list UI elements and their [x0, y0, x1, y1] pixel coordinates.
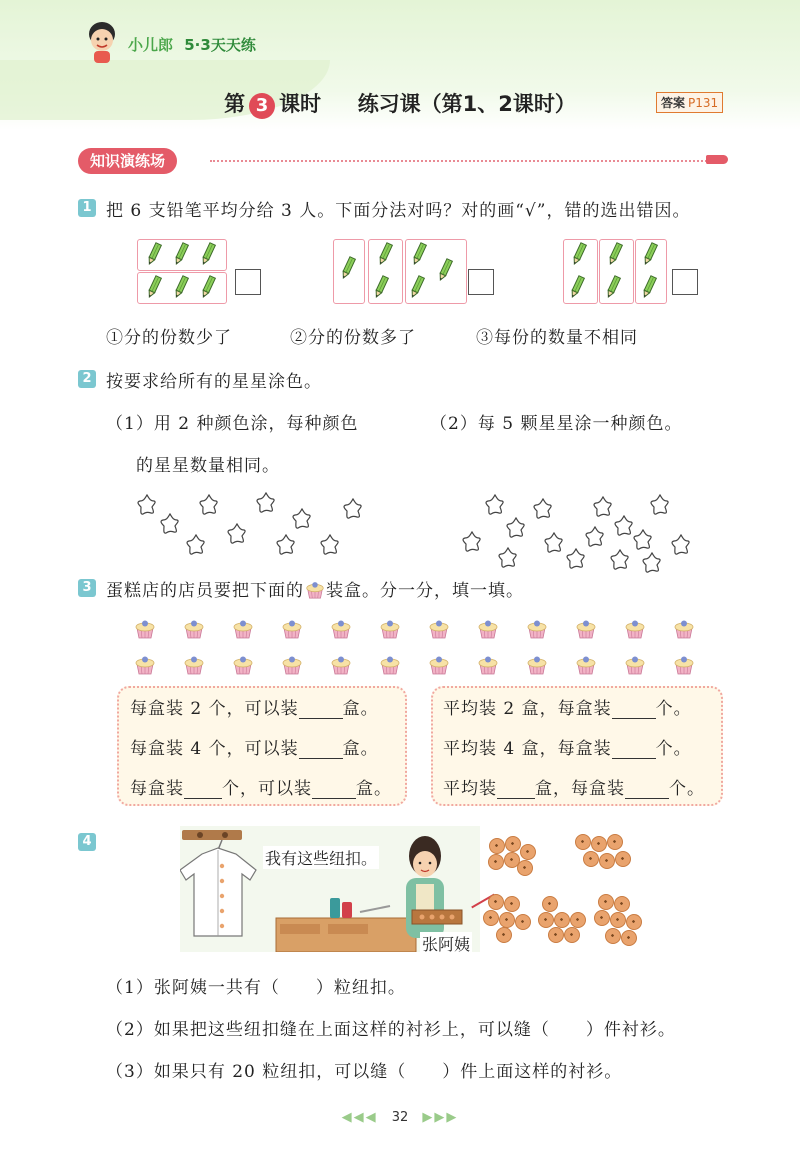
- cupcake-icon: [304, 578, 326, 600]
- question-part-1-cont: 的星星数量相同。: [136, 456, 280, 476]
- fill-blank[interactable]: [497, 782, 535, 799]
- button-icon: [504, 896, 520, 912]
- star-icon[interactable]: [669, 533, 693, 557]
- speech-bubble: 我有这些纽扣。: [263, 846, 379, 869]
- star-icon[interactable]: [158, 512, 182, 536]
- question-part-2: （2）如果把这些纽扣缝在上面这样的衬衫上，可以缝（ ）件衬衫。: [106, 1020, 676, 1040]
- cupcake-icon: [672, 652, 696, 676]
- fill-text: 盒。: [342, 739, 379, 759]
- button-icon: [489, 838, 505, 854]
- star-icon[interactable]: [483, 493, 507, 517]
- cupcake-icon: [329, 616, 353, 640]
- star-icon[interactable]: [648, 493, 672, 517]
- button-icon: [542, 896, 558, 912]
- star-icon[interactable]: [531, 497, 555, 521]
- star-icon[interactable]: [542, 531, 566, 555]
- pencil-icon: [172, 275, 190, 299]
- fill-text: 盒。: [356, 779, 392, 799]
- lesson-title: 练习课（第1、2课时）: [357, 92, 576, 116]
- cupcake-icon: [574, 616, 598, 640]
- button-icon: [554, 912, 570, 928]
- mascot-boy-icon: [84, 20, 120, 64]
- fill-blank[interactable]: [612, 742, 656, 759]
- page-footer: [0, 1110, 800, 1125]
- answer-box[interactable]: [672, 269, 698, 295]
- button-icon: [626, 914, 642, 930]
- pencil-icon: [570, 242, 588, 266]
- pencil-icon: [408, 275, 426, 299]
- cupcake-icon: [329, 652, 353, 676]
- fill-text: 每盒装 2 个，可以装: [130, 699, 299, 719]
- cupcake-icon: [182, 652, 206, 676]
- cupcake-icon: [623, 652, 647, 676]
- pencil-icon: [606, 242, 624, 266]
- cupcake-icon: [133, 652, 157, 676]
- pencil-icon: [706, 155, 728, 164]
- button-icon: [515, 914, 531, 930]
- pencil-icon: [145, 275, 163, 299]
- brand-name: 小儿郎: [128, 36, 174, 54]
- cupcake-icon: [476, 616, 500, 640]
- fill-text: 个，可以装: [222, 779, 312, 799]
- button-icon: [594, 910, 610, 926]
- cupcake-icon: [378, 652, 402, 676]
- option-3: ③每份的数量不相同: [476, 328, 638, 348]
- fill-blank[interactable]: [625, 782, 669, 799]
- button-icon: [570, 912, 586, 928]
- button-icon: [538, 912, 554, 928]
- cupcake-icon: [427, 652, 451, 676]
- fill-blank[interactable]: [184, 782, 222, 799]
- question-text: 把 6 支铅笔平均分给 3 人。下面分法对吗？对的画“√”，错的选出错因。: [106, 201, 691, 221]
- star-icon[interactable]: [225, 522, 249, 546]
- question-part-1: （1）用 2 种颜色涂，每种颜色: [106, 414, 359, 434]
- fill-text: 平均装 4 盒，每盒装: [443, 739, 612, 759]
- cupcake-icon: [476, 652, 500, 676]
- button-icon: [591, 836, 607, 852]
- pencil-icon: [604, 275, 622, 299]
- pencil-icon: [640, 275, 658, 299]
- button-icon: [583, 851, 599, 867]
- cupcake-icon: [231, 652, 255, 676]
- cupcake-icon: [427, 616, 451, 640]
- fill-row: [130, 694, 379, 719]
- pencil-icon: [410, 242, 428, 266]
- button-icon: [599, 853, 615, 869]
- question-text-part: 装盒。分一分，填一填。: [326, 581, 524, 601]
- fill-text: 盒，每盒装: [535, 779, 625, 799]
- fill-text: 盒。: [342, 699, 379, 719]
- star-icon[interactable]: [274, 533, 298, 557]
- pencil-icon: [199, 242, 217, 266]
- button-icon: [548, 927, 564, 943]
- option-1: ①分的份数少了: [106, 328, 232, 348]
- section-divider: [210, 160, 710, 162]
- button-icon: [488, 894, 504, 910]
- question-part-1: （1）张阿姨一共有（ ）粒纽扣。: [106, 978, 406, 998]
- fill-text: 平均装 2 盒，每盒装: [443, 699, 612, 719]
- button-icon: [614, 896, 630, 912]
- star-icon[interactable]: [496, 546, 520, 570]
- button-icon: [505, 836, 521, 852]
- button-icon: [564, 927, 580, 943]
- question-number: 1: [78, 199, 96, 217]
- fill-row: [443, 694, 692, 719]
- character-name: 张阿姨: [420, 932, 472, 955]
- cupcake-icon: [525, 616, 549, 640]
- cupcake-icon: [525, 652, 549, 676]
- star-icon[interactable]: [318, 533, 342, 557]
- pencil-icon: [199, 275, 217, 299]
- fill-text: 每盒装: [130, 779, 184, 799]
- star-icon[interactable]: [608, 548, 632, 572]
- answer-page: P131: [688, 96, 719, 110]
- page-number: 32: [391, 1110, 409, 1125]
- star-icon[interactable]: [290, 507, 314, 531]
- question-number: 3: [78, 579, 96, 597]
- button-icon: [607, 834, 623, 850]
- button-icon: [621, 930, 637, 946]
- right-arrows-icon: ▶▶▶: [422, 1110, 459, 1125]
- cupcake-icon: [133, 616, 157, 640]
- star-icon[interactable]: [631, 528, 655, 552]
- star-icon[interactable]: [564, 547, 588, 571]
- star-icon[interactable]: [254, 491, 278, 515]
- answer-box[interactable]: [235, 269, 261, 295]
- button-icon: [605, 928, 621, 944]
- pencil-icon: [172, 242, 190, 266]
- question-text: [106, 576, 524, 601]
- question-number: 4: [78, 833, 96, 851]
- question-part-3: （3）如果只有 20 粒纽扣，可以缝（ ）件上面这样的衬衫。: [106, 1062, 623, 1082]
- answer-label: 答案: [661, 96, 686, 110]
- cupcake-icon: [182, 616, 206, 640]
- cupcake-icon: [280, 616, 304, 640]
- fill-text: 每盒装 4 个，可以装: [130, 739, 299, 759]
- fill-blank[interactable]: [612, 702, 656, 719]
- question-number: 2: [78, 370, 96, 388]
- button-icon: [520, 844, 536, 860]
- fill-text: 平均装: [443, 779, 497, 799]
- cupcake-icon: [280, 652, 304, 676]
- fill-blank[interactable]: [299, 702, 343, 719]
- cupcake-icon: [378, 616, 402, 640]
- fill-row: [443, 734, 692, 759]
- button-icon: [598, 894, 614, 910]
- cupcake-icon: [623, 616, 647, 640]
- button-icon: [488, 854, 504, 870]
- answer-reference: [656, 92, 723, 113]
- fill-row: [443, 774, 705, 799]
- star-icon[interactable]: [197, 493, 221, 517]
- lesson-suffix: 课时: [279, 92, 322, 116]
- pencil-icon: [568, 275, 586, 299]
- fill-text: 个。: [669, 779, 705, 799]
- left-arrows-icon: ◀◀◀: [341, 1110, 378, 1125]
- pencil-icon: [641, 242, 659, 266]
- answer-box[interactable]: [468, 269, 494, 295]
- button-icon: [615, 851, 631, 867]
- button-icon: [483, 910, 499, 926]
- cupcake-icon: [574, 652, 598, 676]
- lesson-number-badge: 3: [249, 93, 275, 119]
- pencil-icon: [436, 258, 454, 282]
- question-text-part: 蛋糕店的店员要把下面的: [106, 581, 304, 601]
- button-icon: [499, 912, 515, 928]
- pencil-icon: [376, 242, 394, 266]
- brand-series: 5·3天天练: [184, 36, 256, 54]
- fill-blank[interactable]: [299, 742, 343, 759]
- fill-text: 个。: [655, 699, 692, 719]
- star-icon[interactable]: [640, 551, 664, 575]
- fill-row: [130, 734, 379, 759]
- pencil-icon: [339, 256, 357, 280]
- pencil-icon: [145, 242, 163, 266]
- star-icon[interactable]: [504, 516, 528, 540]
- star-icon[interactable]: [460, 530, 484, 554]
- fill-blank[interactable]: [312, 782, 356, 799]
- button-icon: [575, 834, 591, 850]
- star-icon[interactable]: [184, 533, 208, 557]
- button-icon: [517, 860, 533, 876]
- fill-text: 个。: [655, 739, 692, 759]
- brand-title: [128, 34, 256, 55]
- button-icon: [610, 912, 626, 928]
- fill-row: [130, 774, 392, 799]
- cupcake-icon: [672, 616, 696, 640]
- star-icon[interactable]: [341, 497, 365, 521]
- question-part-2: （2）每 5 颗星星涂一种颜色。: [430, 414, 683, 434]
- lesson-prefix: 第: [224, 92, 246, 116]
- cupcake-icon: [231, 616, 255, 640]
- section-title: 知识演练场: [78, 148, 177, 174]
- question-text: 按要求给所有的星星涂色。: [106, 372, 322, 392]
- star-icon[interactable]: [583, 525, 607, 549]
- star-icon[interactable]: [135, 493, 159, 517]
- pencil-icon: [372, 275, 390, 299]
- option-2: ②分的份数多了: [290, 328, 416, 348]
- button-icon: [496, 927, 512, 943]
